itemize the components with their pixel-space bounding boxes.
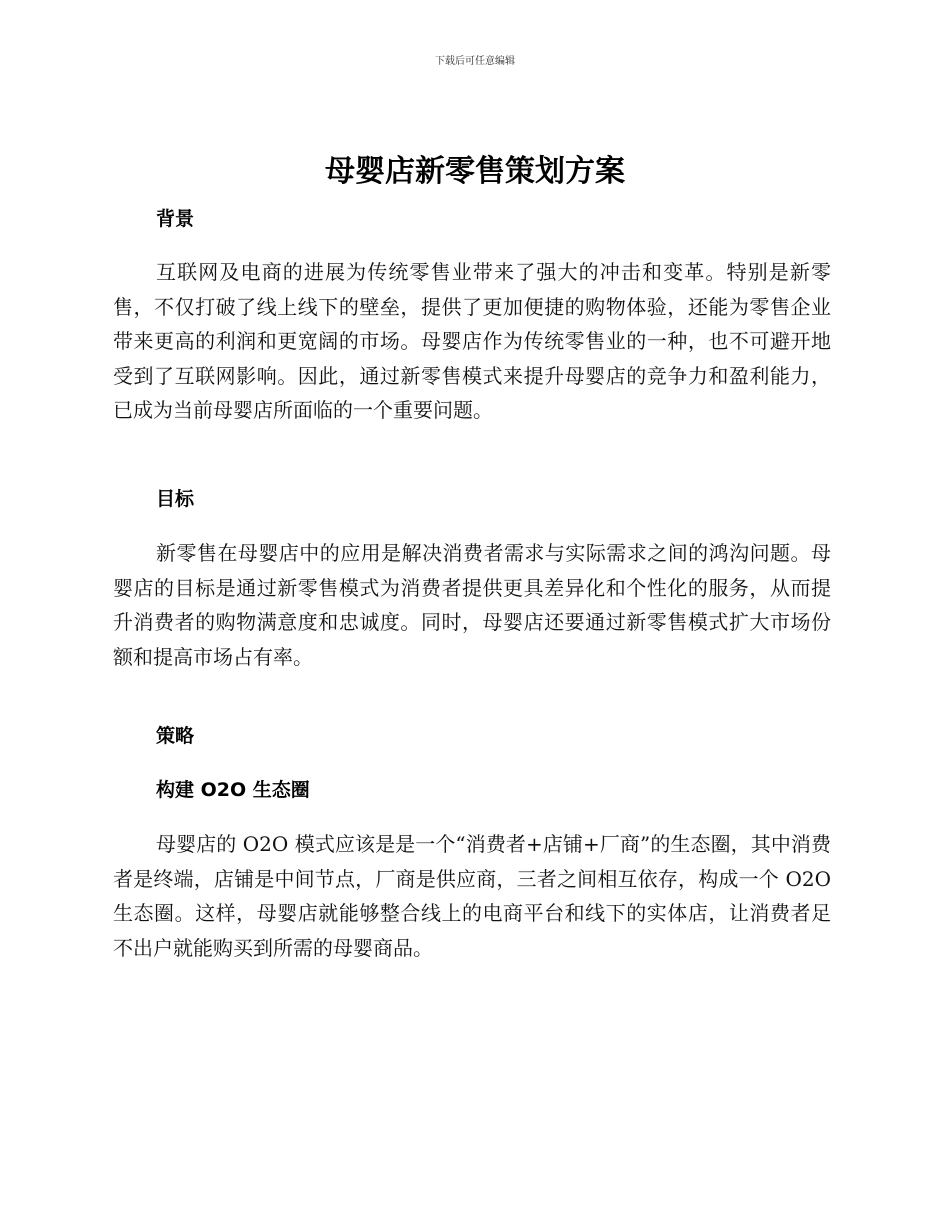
section-paragraph-background: 互联网及电商的进展为传统零售业带来了强大的冲击和变革。特别是新零售，不仅打破了线上线下的壁垒，提供了更加便捷的购物体验，还能为零售企业带来更高的利润和更宽阔的市场。母婴店作为传统零售业的一种，也不可避开地受到了互联网影响。因此，通过新零售模式来提升母婴店的竞争力和盈利能力，已成为当前母婴店所面临的一个重要问题。 — [113, 260, 831, 422]
section-paragraph-o2o: 母婴店的 O2O 模式应该是是一个“消费者+店铺+厂商”的生态圈，其中消费者是终端，店铺是中间节点，厂商是供应商，三者之间相互依存，构成一个 O2O 生态圈。这样，母婴店就能够整合线上的电商平台和线下的实体店，让消费者足不出户就能购买到所需的母婴商品。 — [113, 832, 831, 960]
section-heading-goal: 目标 — [156, 488, 195, 510]
section-paragraph-goal: 新零售在母婴店中的应用是解决消费者需求与实际需求之间的鸿沟问题。母婴店的目标是通过新零售模式为消费者提供更具差异化和个性化的服务，从而提升消费者的购物满意度和忠诚度。同时，母婴店还要通过新零售模式扩大市场份额和提高市场占有率。 — [113, 541, 831, 669]
section-heading-background: 背景 — [156, 208, 195, 230]
page-header: 下载后可任意编辑 — [435, 56, 515, 67]
document-title: 母婴店新零售策划方案 — [325, 154, 625, 189]
section-heading-strategy: 策略 — [156, 725, 195, 747]
section-heading-o2o: 构建 O2O 生态圈 — [156, 779, 310, 801]
